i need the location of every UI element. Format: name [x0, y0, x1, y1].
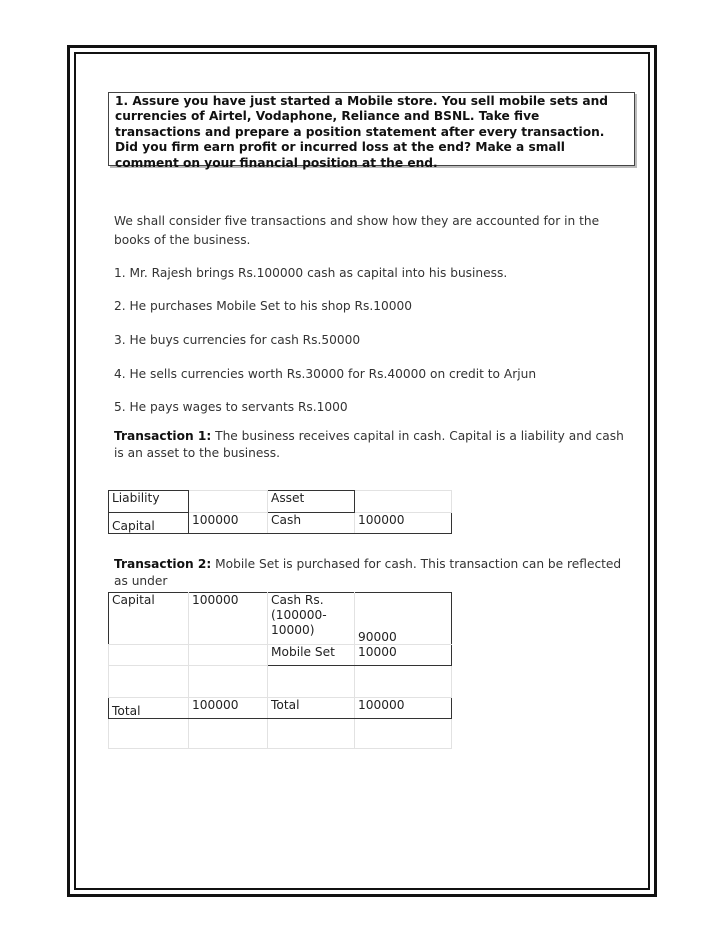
- capital-value: 100000: [189, 513, 268, 534]
- transaction1-text: The business receives capital in cash. Capital is a liability and cash is an asset to the business.: [114, 429, 624, 460]
- empty-cell: [189, 666, 268, 698]
- empty-cell: [189, 719, 268, 749]
- intro-paragraph: We shall consider five transactions and show how they are accounted for in the books of the business.: [114, 214, 600, 247]
- empty-cell: [355, 719, 452, 749]
- total-right-label: Total: [268, 698, 355, 719]
- cash-label: Cash: [268, 513, 355, 534]
- transaction-item-3: 3. He buys currencies for cash Rs.50000: [114, 333, 361, 347]
- transaction1-table: [108, 490, 452, 534]
- capital-value: 100000: [189, 593, 268, 645]
- mobile-set-value: 10000: [355, 645, 452, 666]
- transaction-item-1: 1. Mr. Rajesh brings Rs.100000 cash as capital into his business.: [114, 266, 508, 280]
- transaction-item-2: 2. He purchases Mobile Set to his shop Rs.10000: [114, 299, 412, 313]
- mobile-set-label: Mobile Set: [268, 645, 355, 666]
- empty-cell: [268, 666, 355, 698]
- liability-header: Liability: [109, 491, 189, 513]
- cash-value: 100000: [355, 513, 452, 534]
- question-text: 1. Assure you have just started a Mobile store. You sell mobile sets and currencies of Airtel, Vodaphone, Reliance and BSNL. Take five transactions and prepare a position statement after every transaction. Did you firm earn profit or incurred loss at the end? Make a small comment on your financial position at the end.: [115, 94, 609, 170]
- empty-cell: [268, 719, 355, 749]
- total-left-value: 100000: [189, 698, 268, 719]
- empty-cell: [355, 666, 452, 698]
- cash-label: Cash Rs. (100000-10000): [268, 593, 355, 645]
- capital-label: Capital: [109, 593, 189, 645]
- transaction2-label: Transaction 2:: [114, 557, 212, 571]
- transaction1-description: [114, 428, 624, 462]
- total-right-value: 100000: [355, 698, 452, 719]
- empty-cell: [189, 645, 268, 666]
- cash-value: 90000: [355, 593, 452, 645]
- total-left-label: Total: [109, 698, 189, 719]
- asset-header: Asset: [268, 491, 355, 513]
- capital-label: Capital: [109, 513, 189, 534]
- empty-cell: [189, 491, 268, 513]
- transaction2-table: [108, 592, 452, 749]
- transaction1-label: Transaction 1:: [114, 429, 212, 443]
- empty-cell: [355, 491, 452, 513]
- empty-cell: [109, 719, 189, 749]
- transaction2-description: [114, 556, 624, 590]
- transaction-item-4: 4. He sells currencies worth Rs.30000 for Rs.40000 on credit to Arjun: [114, 367, 537, 381]
- empty-cell: [109, 666, 189, 698]
- question-box: [108, 92, 635, 170]
- transaction2-text: Mobile Set is purchased for cash. This transaction can be reflected as under: [114, 557, 622, 588]
- empty-cell: [109, 645, 189, 666]
- transaction-item-5: 5. He pays wages to servants Rs.1000: [114, 400, 348, 414]
- page-border-inner: [74, 52, 650, 890]
